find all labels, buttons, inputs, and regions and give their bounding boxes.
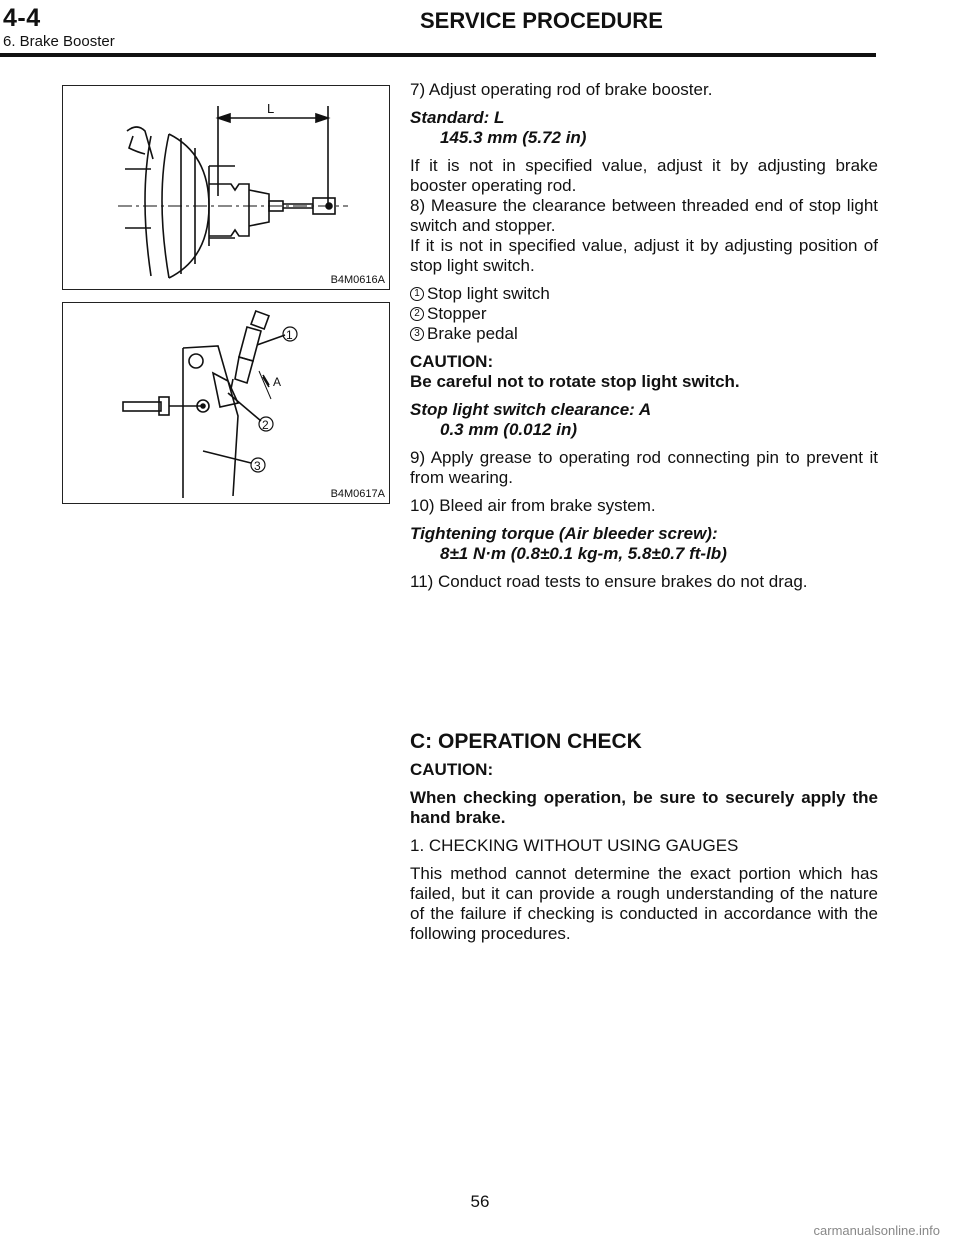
watermark: carmanualsonline.info	[813, 1223, 940, 1238]
figure-id: B4M0616A	[330, 274, 385, 286]
step-9: 9) Apply grease to operating rod connecting pin to prevent it from wearing.	[410, 448, 878, 487]
subsection-text: This method cannot determine the exact portion which has failed, but it can provide a rough understanding of the nature of the failure if checking is conducted in accordance with the following procedures.	[410, 864, 878, 943]
torque-label: Tightening torque (Air bleeder screw):	[410, 524, 718, 543]
dimension-label-l: L	[267, 101, 275, 116]
legend-item	[410, 284, 878, 304]
legend-item	[410, 304, 878, 324]
page-title: SERVICE PROCEDURE	[420, 8, 663, 33]
callout-3: 3	[254, 459, 261, 473]
section-title: C: OPERATION CHECK	[410, 730, 642, 753]
standard-label: Standard: L	[410, 108, 505, 127]
legend-label: Stop light switch	[427, 284, 550, 303]
callout-1: 1	[286, 328, 293, 342]
header-rule	[0, 53, 876, 57]
section-operation-check	[410, 732, 878, 952]
step-8: 8) Measure the clearance between threaded end of stop light switch and stopper.	[410, 196, 878, 235]
stop-light-switch-diagram	[63, 303, 389, 503]
figure-id: B4M0617A	[330, 488, 385, 500]
clearance-value: 0.3 mm (0.012 in)	[440, 420, 578, 439]
page-number: 56	[470, 1192, 490, 1211]
step-10: 10) Bleed air from brake system.	[410, 496, 656, 515]
step-11: 11) Conduct road tests to ensure brakes do not drag.	[410, 572, 808, 591]
caution-text: When checking operation, be sure to securely apply the hand brake.	[410, 788, 878, 827]
legend-item	[410, 324, 878, 344]
legend-number: 3	[410, 327, 424, 341]
legend-label: Stopper	[427, 304, 487, 323]
step-8-note: If it is not in specified value, adjust it by adjusting position of stop light switch.	[410, 236, 878, 275]
subsection-title: 1. CHECKING WITHOUT USING GAUGES	[410, 836, 739, 855]
figure-stop-light-switch	[62, 302, 390, 504]
standard-value: 145.3 mm (5.72 in)	[440, 128, 587, 147]
torque-value: 8±1 N·m (0.8±0.1 kg-m, 5.8±0.7 ft-lb)	[440, 544, 727, 563]
caution-title: CAUTION:	[410, 352, 494, 371]
legend	[410, 284, 878, 344]
brake-booster-diagram	[63, 86, 389, 289]
figure-brake-booster	[62, 85, 390, 290]
dimension-label-a: A	[273, 375, 282, 389]
legend-label: Brake pedal	[427, 324, 518, 343]
section-code: 4-4	[3, 4, 41, 32]
step-7: 7) Adjust operating rod of brake booster.	[410, 80, 713, 99]
legend-number: 2	[410, 307, 424, 321]
step-7-note: If it is not in specified value, adjust it by adjusting brake booster operating rod.	[410, 156, 878, 195]
caution-title: CAUTION:	[410, 760, 494, 779]
section-subtitle: 6. Brake Booster	[3, 33, 115, 50]
caution-text: Be careful not to rotate stop light switch.	[410, 372, 740, 391]
clearance-label: Stop light switch clearance: A	[410, 400, 652, 419]
legend-number: 1	[410, 287, 424, 301]
procedure-steps	[410, 80, 878, 600]
callout-2: 2	[262, 418, 269, 432]
